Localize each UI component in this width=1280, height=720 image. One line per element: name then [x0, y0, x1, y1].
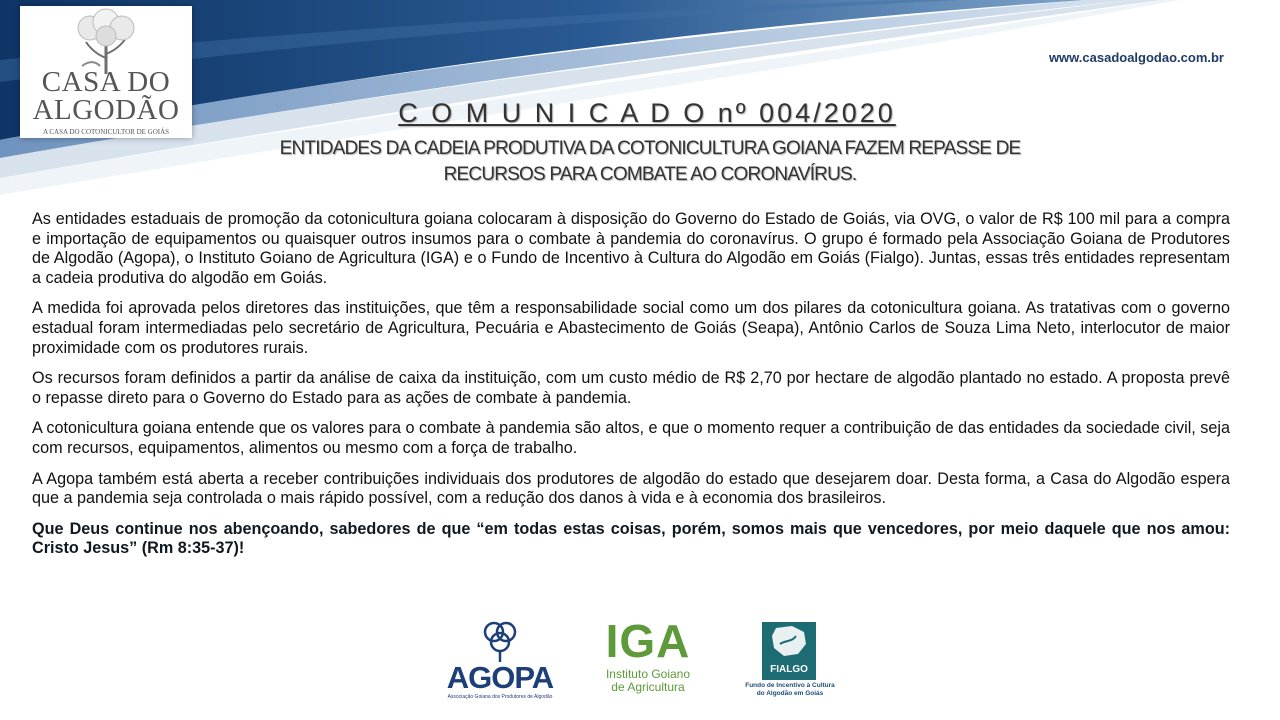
logo-tagline: A CASA DO COTONICULTOR DE GOIÁS: [42, 128, 170, 136]
fialgo-subtitle-line-1: Fundo de Incentivo à Cultura: [745, 682, 835, 689]
paragraph-1: As entidades estaduais de promoção da cotonicultura goiana colocaram à disposição do Governo do Estado de Goiás, via OVG, o valor de R$ 100 mil para a compra e importação de equipamentos ou quaisquer outros insumos para o combate à pandemia do coronavírus. O grupo é formado pela Associação Goiana de Produtores de Algodão (Agopa), o Instituto Goiano de Agricultura (IGA) e o Fundo de Incentivo à Cultura do Algodão em Goiás (Fialgo). Juntas, essas três entidades representam a cadeia produtiva do algodão em Goiás.: [32, 210, 1230, 287]
document-title: C O M U N I C A D O nº 004/2020: [398, 98, 896, 128]
agopa-logo: [446, 620, 554, 702]
body-text: [32, 210, 1230, 570]
paragraph-5: A Agopa também está aberta a receber contribuições individuais dos produtores de algodão do estado que desejarem doar. Desta forma, a Casa do Algodão espera que a pandemia seja controlada o mais rápido possível, com a redução dos danos à vida e à economia dos brasileiros.: [32, 469, 1230, 508]
paragraph-3: Os recursos foram definidos a partir da análise de caixa da instituição, com um custo médio de R$ 2,70 por hectare de algodão plantado no estado. A proposta prevê o repasse direto para o Governo do Estado para as ações de combate à pandemia.: [32, 369, 1230, 407]
fialgo-subtitle-line-2: do Algodão em Goiás: [756, 690, 824, 697]
goias-map-icon: [762, 622, 816, 662]
fialgo-emblem: [762, 622, 816, 680]
website-url: www.casadoalgodao.com.br: [1048, 50, 1224, 65]
subtitle-line-1: ENTIDADES DA CADEIA PRODUTIVA DA COTONICULTURA GOIANA FAZEM REPASSE DE: [279, 138, 1021, 159]
logo-line-1: CASA DO: [41, 66, 171, 98]
fialgo-logo: [744, 620, 836, 702]
paragraph-4: A cotonicultura goiana entende que os valores para o combate à pandemia são altos, e que o momento requer a contribuição de das entidades da sociedade civil, seja com recursos, equipamentos, alimentos ou mesmo com a força de trabalho.: [32, 419, 1230, 457]
iga-subtitle: [600, 668, 696, 694]
subtitle-line-2: RECURSOS PARA COMBATE AO CORONAVÍRUS.: [443, 164, 857, 185]
fialgo-name: FIALGO: [770, 664, 808, 675]
agopa-cotton-icon: [446, 620, 554, 664]
iga-logo: [600, 615, 696, 696]
paragraph-2: A medida foi aprovada pelos diretores das instituições, que têm a responsabilidade social como um dos pilares da cotonicultura goiana. As tratativas com o governo estadual foram intermediadas pelo secretário de Agricultura, Pecuária e Abastecimento de Goiás (Seapa), Antônio Carlos de Souza Lima Neto, interlocutor de maior proximidade com os produtores rurais.: [32, 299, 1230, 357]
document-subtitle: [230, 136, 1070, 188]
closing-verse: Que Deus continue nos abençoando, sabedores de que “em todas estas coisas, porém, somos mais que vencedores, por meio daquele que nos amou: Cristo Jesus” (Rm 8:35-37)!: [32, 519, 1230, 558]
logo-line-2: ALGODÃO: [32, 94, 180, 126]
iga-name: IGA: [605, 615, 691, 667]
iga-subtitle-line-1: Instituto Goiano: [605, 667, 691, 681]
iga-subtitle-line-2: de Agricultura: [611, 680, 685, 694]
agopa-subtitle: Associação Goiana dos Produtores de Algodão: [447, 694, 553, 700]
agopa-name: AGOPA: [446, 660, 554, 695]
fialgo-subtitle: [744, 682, 836, 698]
